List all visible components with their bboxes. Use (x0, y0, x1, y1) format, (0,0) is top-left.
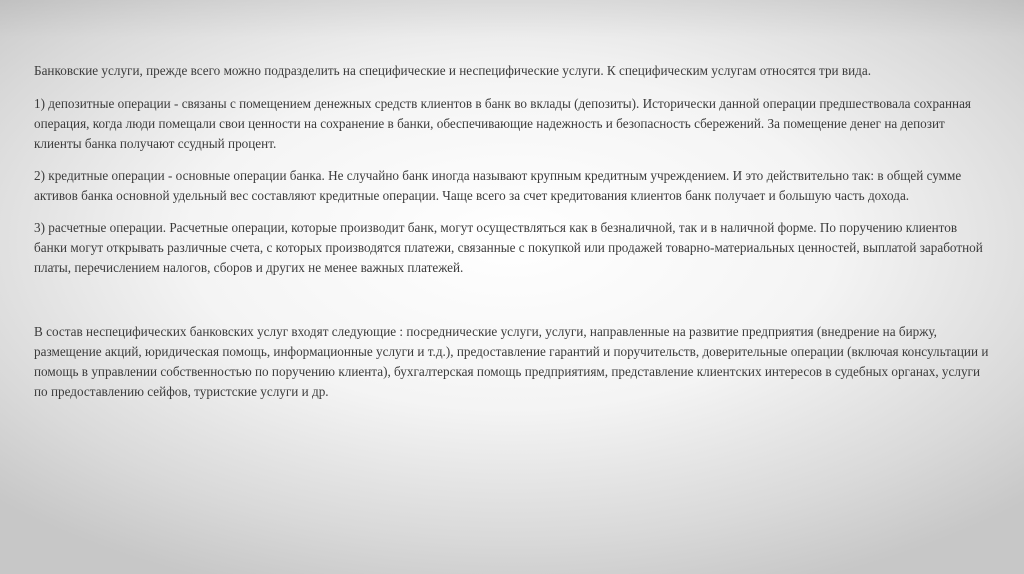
slide-top-band (0, 0, 1024, 38)
intro-paragraph: Банковские услуги, прежде всего можно подразделить на специфические и неспецифические услуги. К специфическим услугам относятся три вида. (34, 63, 872, 78)
credit-operations-paragraph: 2) кредитные операции - основные операции банка. Не случайно банк иногда называют крупным кредитным учреждением. И это действительно так: в общей сумме активов банка основной удельный вес составляют кредитные операции. Чаще всего за счет кредитования клиентов банк получает и большую часть дохода. (34, 168, 962, 203)
deposit-operations-paragraph: 1) депозитные операции - связаны с помещением денежных средств клиентов в банк во вклады (депозиты). Исторически данной операции предшествовала сохранная операция, когда люди помещали свои ценности на сохранение в банки, обеспечивающие надежность и безопасность сбережений. За помещение денег на депозит клиенты банка получают ссудный процент. (34, 96, 971, 151)
nonspecific-services-paragraph: В состав неспецифических банковских услуг входят следующие : посреднические услуги, услуги, направленные на развитие предприятия (внедрение на биржу, размещение акций, юридическая помощь, информационные услуги и т.д.), предоставление гарантий и поручительств, доверительные операции (включая консультации и помощь в управлении собственностью по поручению клиента), бухгалтерская помощь предприятиям, представление клиентских интересов в судебных органах, услуги по предоставлению сейфов, туристские услуги и др. (34, 324, 989, 399)
settlement-operations-paragraph: 3) расчетные операции. Расчетные операции, которые производит банк, могут осуществляться как в безналичной, так и в наличной форме. По поручению клиентов банки могут открывать различные счета, с которых производятся платежи, связанные с покупкой или продажей товарно-материальных ценностей, выплатой заработной платы, перечислением налогов, сборов и других не менее важных платежей. (34, 220, 983, 275)
slide-text-content (34, 61, 989, 414)
